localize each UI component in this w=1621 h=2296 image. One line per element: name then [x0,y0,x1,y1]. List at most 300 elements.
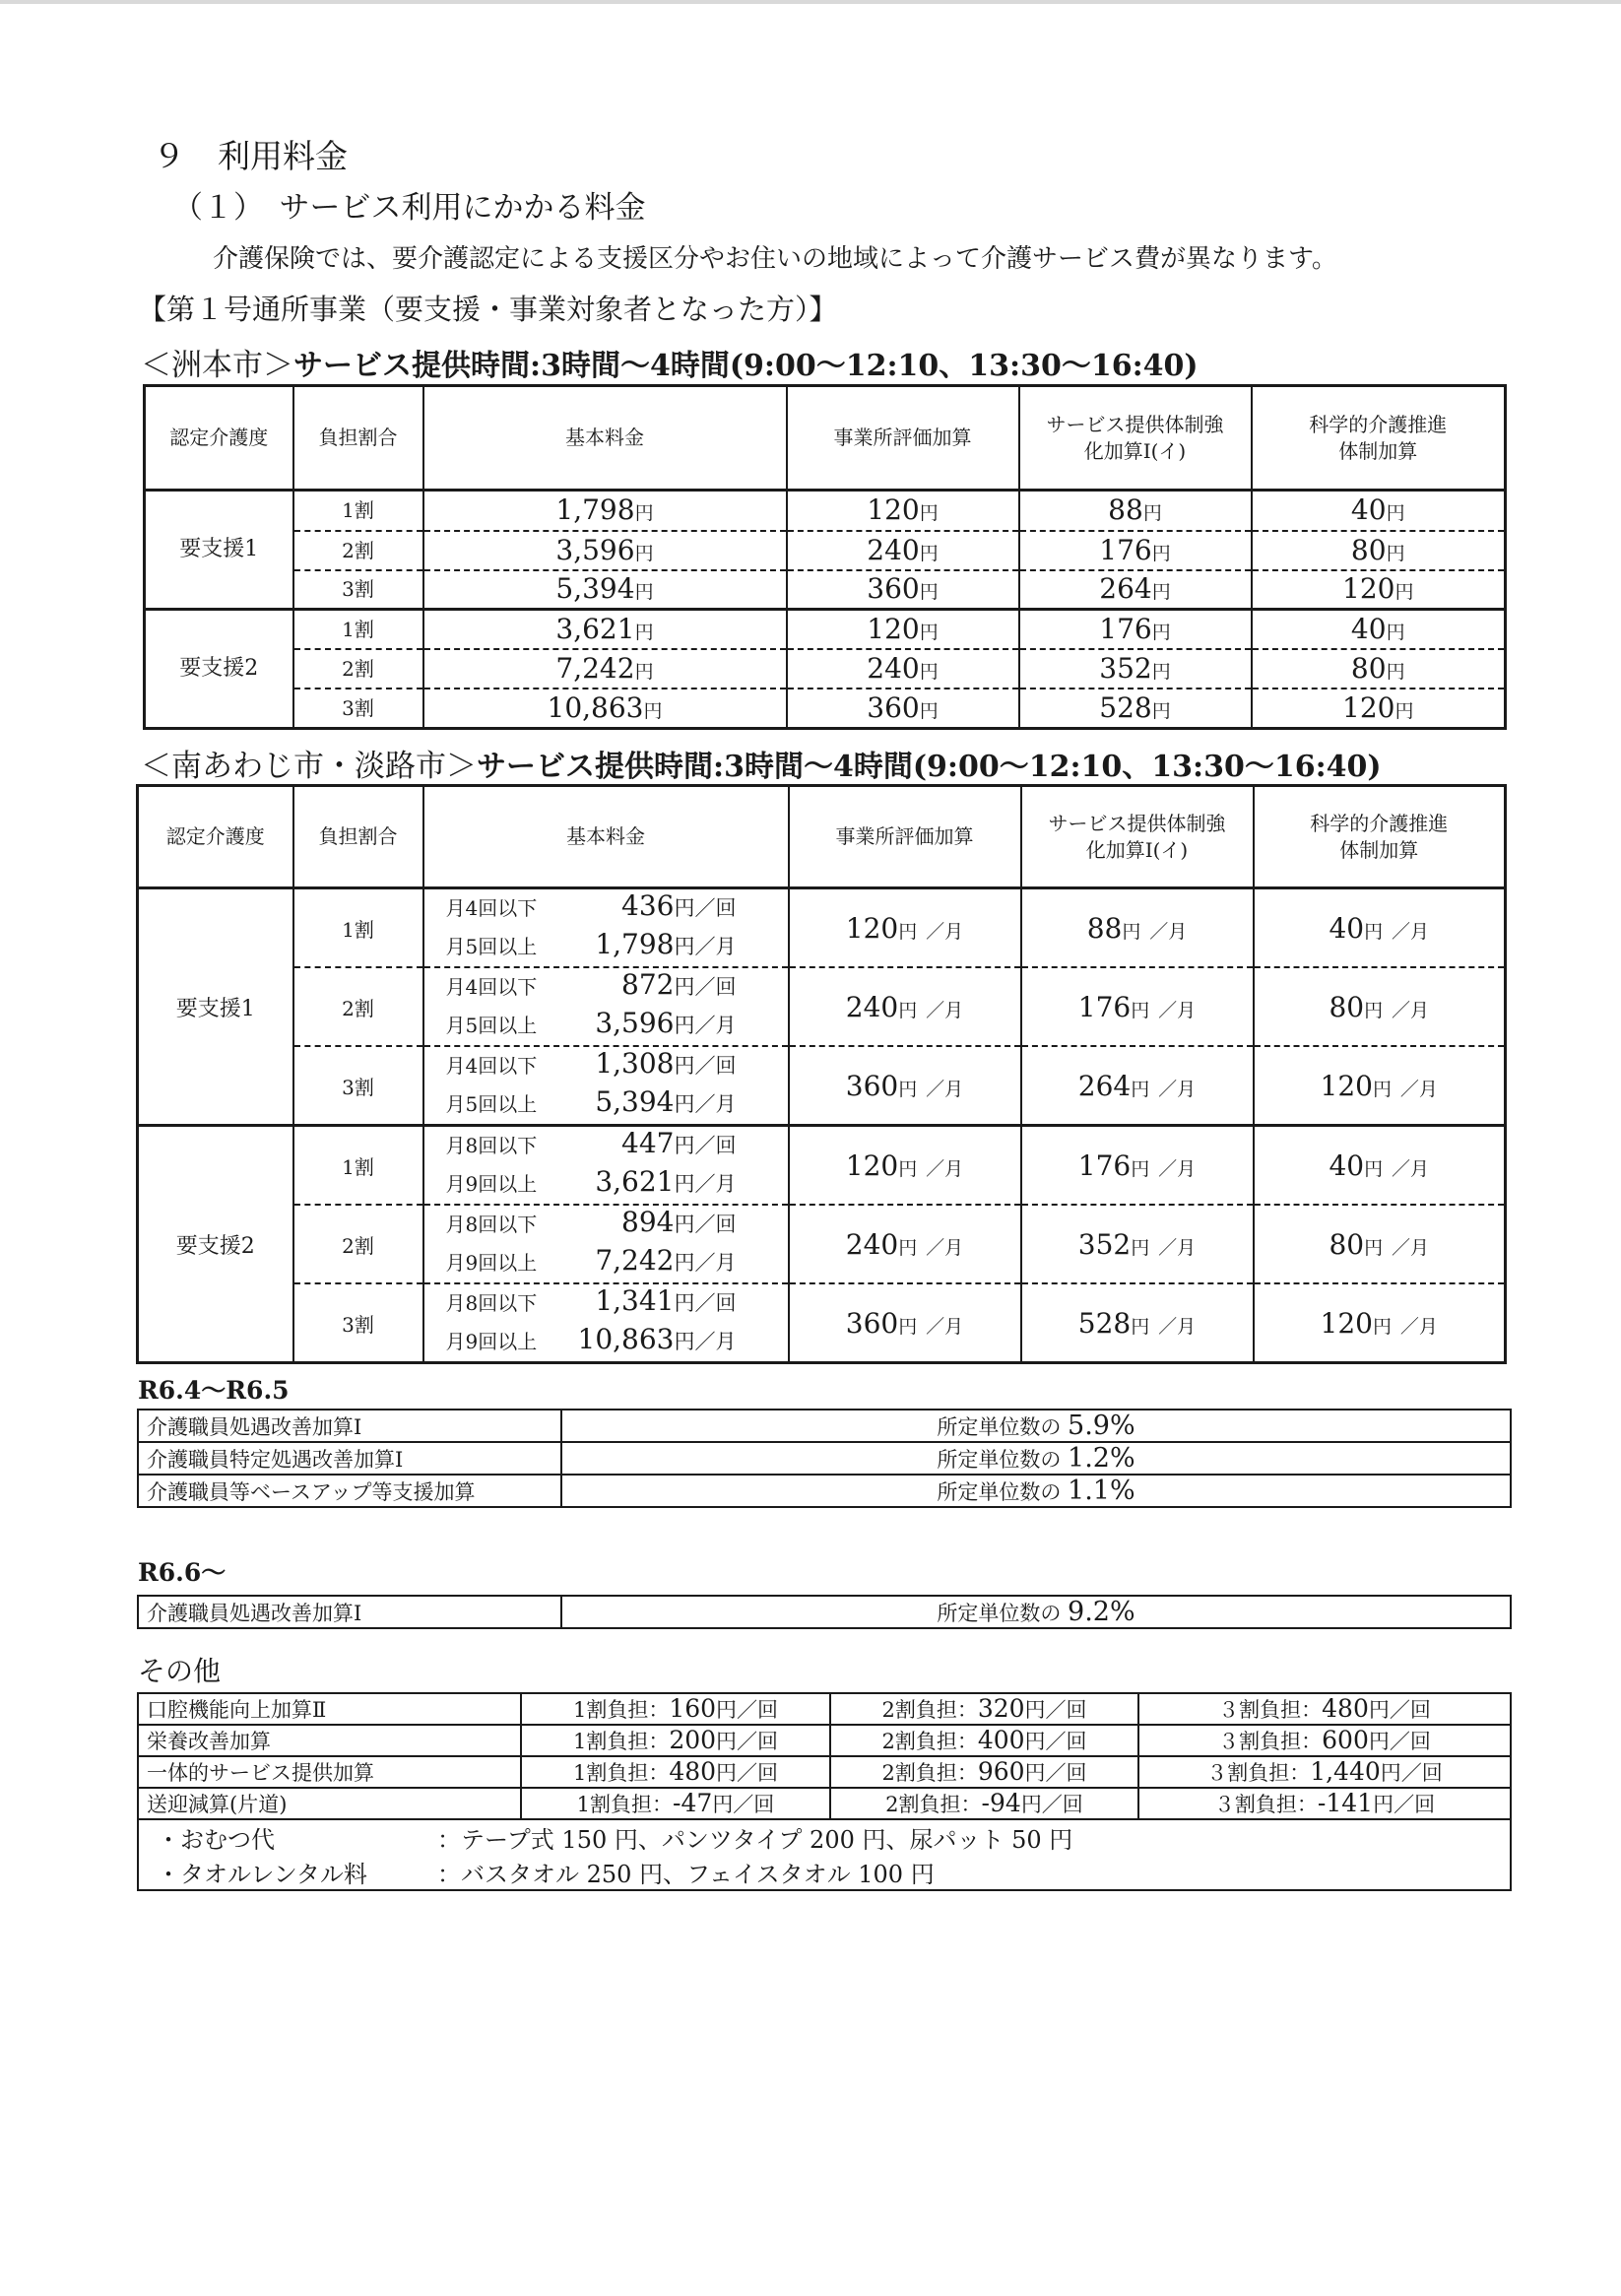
science-amount: 80 [1350,533,1387,566]
header-science [1254,786,1506,888]
unit: 円 [1386,542,1405,564]
period1-table [137,1409,1512,1508]
header-level: 認定介護度 [145,386,293,491]
per-month-unit: ／月 [926,1157,964,1180]
service-cell [1019,491,1252,531]
section-heading: ９ 利用料金 [153,137,348,175]
base-cell [423,531,787,570]
subsection-heading: （１） サービス利用にかかる料金 [172,190,646,226]
per-month-unit: ／月 [1158,1315,1197,1338]
science-cell [1252,491,1506,531]
table-row [138,1756,1511,1788]
unit: 円 [674,975,695,999]
unit: 円 [1131,1078,1150,1100]
science-amount: 40 [1350,493,1387,527]
base-line-per-month [446,1165,788,1204]
table-row [138,1046,1506,1126]
table-row [138,1442,1511,1475]
unit: 円 [898,1315,918,1338]
unit: 円 [898,999,918,1021]
table-row [145,491,1506,531]
unit: 円 [1386,660,1405,683]
unit: 円 [1151,542,1171,564]
science-amount: 120 [1342,572,1395,606]
eval-cell [789,1205,1021,1283]
table-row [145,570,1506,610]
base-line-per-month [446,1323,788,1361]
table-row [145,689,1506,729]
base-condition: 月5回以上 [445,935,538,958]
addon-prefix: 所定単位数の [937,1480,1062,1504]
ratio-cell: 2割 [293,967,423,1046]
unit: 円 [634,621,654,643]
eval-amount: 360 [867,690,920,724]
addon-percent: 9.2% [1068,1597,1135,1627]
addon-value [561,1596,1511,1628]
unit: 円 [1373,1315,1393,1338]
other-cost-3: ３割負担：-141円／回 [1138,1788,1511,1819]
other-cost-1: 1割負担：-47円／回 [521,1788,830,1819]
ratio-cell: 2割 [293,1205,423,1283]
science-cell [1252,570,1506,610]
base-amount: 10,863 [577,1323,675,1355]
service-cell [1019,531,1252,570]
science-cell [1252,531,1506,570]
base-line-per-visit [446,1127,788,1165]
per-month-unit: ／月 [926,1236,964,1259]
eval-cell [789,888,1021,968]
base-condition: 月9回以上 [445,1251,538,1275]
base-cell [423,1283,789,1363]
per-month-unit: ／月 [926,1315,964,1338]
per-month-unit: ／月 [694,935,737,958]
base-amount: 3,596 [555,533,635,566]
base-cell [423,689,787,729]
per-visit-unit: ／回 [694,896,737,920]
service-cell [1021,888,1254,968]
base-cell [423,610,787,649]
area1-title [141,340,1199,384]
base-amount: 3,621 [555,612,635,645]
per-month-unit: ／月 [1158,1078,1197,1100]
eval-cell [789,1283,1021,1363]
unit: 円 [898,1157,918,1180]
unit: 円 [1142,502,1162,525]
unit: 円 [674,935,695,958]
ratio-cell: 1割 [293,888,423,968]
service-amount: 176 [1077,990,1132,1023]
unit: 円 [674,1014,695,1037]
addon-prefix: 所定単位数の [937,1415,1062,1439]
unit: 円 [674,1291,695,1315]
table-row [145,610,1506,649]
table-header-row [145,386,1506,491]
table-row [138,1410,1511,1442]
eval-cell [789,1046,1021,1126]
unit: 円 [1131,1157,1150,1180]
header-service-line1: サービス提供体制強 [1048,811,1226,835]
ratio-cell: 1割 [293,491,423,531]
base-condition: 月9回以上 [445,1330,538,1353]
addon-percent: 5.9% [1068,1410,1135,1441]
base-line-per-visit [446,1284,788,1323]
per-month-unit: ／月 [694,1251,737,1275]
unit: 円 [1131,999,1150,1021]
header-eval: 事業所評価加算 [789,786,1021,888]
per-month-unit: ／月 [1392,1157,1430,1180]
eval-amount: 240 [867,651,920,685]
service-cell [1019,610,1252,649]
level-cell: 要支援2 [145,610,293,729]
unit: 円 [1151,581,1171,604]
header-science-line1: 科学的介護推進 [1309,412,1448,436]
table-row [145,649,1506,689]
base-amount: 7,242 [555,651,635,685]
other-cost-1: 1割負担：160円／回 [521,1693,830,1725]
per-visit-unit: ／回 [694,975,737,999]
per-month-unit: ／月 [694,1330,737,1353]
header-service-line2: 化加算Ⅰ(イ) [1085,837,1189,862]
base-line-per-month [446,1085,788,1124]
per-visit-unit: ／回 [694,1054,737,1078]
base-line-per-visit [446,1206,788,1244]
unit: 円 [898,1078,918,1100]
other-cost-3: ３割負担：480円／回 [1138,1693,1511,1725]
other-cost-2: 2割負担：400円／回 [830,1725,1138,1756]
service-amount: 176 [1077,1148,1132,1182]
header-science [1252,386,1506,491]
minamiawaji-fee-table [136,784,1507,1364]
per-month-unit: ／月 [1158,1236,1197,1259]
note-row [138,1855,1511,1890]
header-base: 基本料金 [423,386,787,491]
period2-title: R6.6～ [138,1558,227,1587]
service-amount: 88 [1086,911,1123,945]
eval-cell [787,610,1019,649]
science-cell [1254,1283,1506,1363]
unit: 円 [1373,1078,1393,1100]
eval-cell [787,689,1019,729]
base-amount: 3,621 [595,1165,675,1198]
eval-cell [787,531,1019,570]
table-row [138,1693,1511,1725]
base-condition: 月9回以上 [445,1172,538,1196]
unit: 円 [919,542,939,564]
service-cell [1021,1046,1254,1126]
unit: 円 [1151,660,1171,683]
eval-cell [789,1126,1021,1206]
other-cost-3: ３割負担：1,440円／回 [1138,1756,1511,1788]
header-ratio: 負担割合 [293,786,423,888]
service-cell [1021,1283,1254,1363]
addon-percent: 1.2% [1068,1443,1135,1474]
other-table [137,1692,1512,1891]
table-row [138,1788,1511,1819]
per-month-unit: ／月 [926,999,964,1021]
unit: 円 [1364,1157,1384,1180]
science-cell [1252,649,1506,689]
other-cost-1: 1割負担：200円／回 [521,1725,830,1756]
service-amount: 528 [1077,1306,1132,1340]
service-cell [1019,570,1252,610]
science-amount: 120 [1342,690,1395,724]
unit: 円 [1364,920,1384,943]
table-row [138,1126,1506,1206]
unit: 円 [1122,920,1141,943]
science-cell [1254,1046,1506,1126]
addon-prefix: 所定単位数の [937,1602,1062,1625]
header-science-line1: 科学的介護推進 [1310,811,1449,835]
science-cell [1254,1126,1506,1206]
eval-amount: 120 [867,612,920,645]
table-row [138,888,1506,968]
addon-name: 介護職員特定処遇改善加算Ⅰ [138,1442,561,1475]
service-cell [1021,967,1254,1046]
unit: 円 [1394,581,1414,604]
per-month-unit: ／月 [1392,999,1430,1021]
base-line-per-visit [446,889,788,928]
service-amount: 528 [1099,690,1152,724]
addon-name: 介護職員等ベースアップ等支援加算 [138,1475,561,1507]
per-month-unit: ／月 [926,1078,964,1100]
other-cost-2: 2割負担：-94円／回 [830,1788,1138,1819]
per-month-unit: ／月 [1399,1315,1438,1338]
base-amount: 1,308 [595,1047,675,1080]
service-cell [1019,649,1252,689]
period2-table [137,1595,1512,1629]
base-cell [423,1046,789,1126]
ratio-cell: 3割 [293,1046,423,1126]
unit: 円 [674,1054,695,1078]
unit: 円 [1364,999,1384,1021]
unit: 円 [674,1134,695,1157]
unit: 円 [674,1330,695,1353]
base-line-per-visit [446,968,788,1007]
service-cell [1019,689,1252,729]
ratio-cell: 1割 [293,610,423,649]
unit: 円 [1364,1236,1384,1259]
base-cell [423,888,789,968]
base-condition: 月4回以下 [445,1054,538,1078]
other-item-name: 口腔機能向上加算Ⅱ [138,1693,521,1725]
eval-amount: 240 [845,1227,899,1261]
base-amount: 5,394 [555,572,635,606]
service-amount: 264 [1099,572,1152,606]
base-condition: 月4回以下 [445,896,538,920]
eval-amount: 360 [845,1306,899,1340]
unit: 円 [674,1213,695,1236]
base-amount: 447 [621,1127,675,1159]
addon-value [561,1475,1511,1507]
note-label: ・おむつ代 [157,1826,275,1854]
per-month-unit: ／月 [926,920,964,943]
area1-hours: サービス提供時間:3時間～4時間(9:00～12:10、13:30～16:40) [293,349,1199,383]
service-amount: 176 [1099,612,1152,645]
base-line-per-month [446,1007,788,1045]
base-amount: 7,242 [595,1244,675,1277]
base-condition: 月4回以下 [445,975,538,999]
science-amount: 40 [1329,1148,1365,1182]
science-cell [1252,610,1506,649]
addon-name: 介護職員処遇改善加算Ⅰ [138,1596,561,1628]
level-cell: 要支援2 [138,1126,293,1363]
other-item-name: 栄養改善加算 [138,1725,521,1756]
unit: 円 [919,660,939,683]
table-row [138,967,1506,1046]
other-cost-3: ３割負担：600円／回 [1138,1725,1511,1756]
eval-amount: 120 [845,1148,899,1182]
header-eval: 事業所評価加算 [787,386,1019,491]
program-title: 【第１号通所事業（要支援・事業対象者となった方）】 [138,293,838,326]
unit: 円 [919,699,939,722]
unit: 円 [643,699,663,722]
ratio-cell: 2割 [293,649,423,689]
base-cell [423,570,787,610]
base-condition: 月5回以上 [445,1092,538,1116]
unit: 円 [1386,502,1405,525]
other-cost-2: 2割負担：320円／回 [830,1693,1138,1725]
unit: 円 [919,502,939,525]
per-visit-unit: ／回 [694,1213,737,1236]
unit: 円 [634,660,654,683]
unit: 円 [1151,621,1171,643]
level-cell: 要支援1 [145,491,293,610]
header-ratio: 負担割合 [293,386,423,491]
unit: 円 [1131,1236,1150,1259]
base-cell [423,1126,789,1206]
other-item-name: 送迎減算(片道) [138,1788,521,1819]
note-text: ：テープ式 150 円、パンツタイプ 200 円、尿パット 50 円 [437,1826,1073,1854]
science-cell [1254,1205,1506,1283]
ratio-cell: 2割 [293,531,423,570]
eval-cell [787,570,1019,610]
science-cell [1254,888,1506,968]
area2-hours: サービス提供時間:3時間～4時間(9:00～12:10、13:30～16:40) [477,750,1382,784]
base-amount: 1,341 [595,1284,675,1317]
per-month-unit: ／月 [694,1172,737,1196]
table-row [145,531,1506,570]
unit: 円 [1394,699,1414,722]
base-cell [423,649,787,689]
area1-prefix: ＜洲本市＞ [141,348,293,383]
ratio-cell: 3割 [293,570,423,610]
unit: 円 [919,621,939,643]
eval-amount: 360 [867,572,920,606]
per-visit-unit: ／回 [694,1134,737,1157]
table-row [138,1205,1506,1283]
base-amount: 3,596 [595,1007,675,1039]
per-visit-unit: ／回 [694,1291,737,1315]
base-amount: 1,798 [595,928,675,960]
science-cell [1254,967,1506,1046]
base-amount: 10,863 [547,690,644,724]
addon-value [561,1410,1511,1442]
area2-title [141,741,1382,785]
header-science-line2: 体制加算 [1339,837,1419,862]
service-amount: 352 [1099,651,1152,685]
base-amount: 872 [621,968,675,1001]
per-month-unit: ／月 [1158,999,1197,1021]
eval-amount: 240 [845,990,899,1023]
table-row [138,1725,1511,1756]
per-month-unit: ／月 [694,1092,737,1116]
eval-amount: 120 [867,493,920,527]
header-service-line2: 化加算Ⅰ(イ) [1083,438,1187,463]
base-amount: 1,798 [555,493,635,527]
eval-amount: 360 [845,1069,899,1102]
unit: 円 [634,542,654,564]
eval-cell [787,491,1019,531]
unit: 円 [634,502,654,525]
note-diapers [138,1819,1511,1855]
per-month-unit: ／月 [1392,1236,1430,1259]
per-month-unit: ／月 [1158,1157,1197,1180]
base-cell [423,967,789,1046]
base-amount: 5,394 [595,1085,675,1118]
ratio-cell: 1割 [293,1126,423,1206]
base-condition: 月8回以下 [445,1213,538,1236]
other-cost-2: 2割負担：960円／回 [830,1756,1138,1788]
science-amount: 40 [1329,911,1365,945]
intro-text: 介護保険では、要介護認定による支援区分やお住いの地域によって介護サービス費が異なります。 [213,244,1337,274]
period1-title: R6.4～R6.5 [138,1376,290,1405]
per-month-unit: ／月 [1392,920,1430,943]
service-amount: 176 [1099,533,1152,566]
base-line-per-visit [446,1047,788,1085]
base-cell [423,491,787,531]
science-amount: 80 [1329,990,1365,1023]
header-service [1019,386,1252,491]
table-row [138,1475,1511,1507]
addon-value [561,1442,1511,1475]
per-month-unit: ／月 [1399,1078,1438,1100]
area2-prefix: ＜南あわじ市・淡路市＞ [141,749,477,784]
header-service [1021,786,1254,888]
service-cell [1021,1205,1254,1283]
base-amount: 894 [621,1206,675,1238]
note-row [138,1819,1511,1855]
science-cell [1252,689,1506,729]
eval-cell [787,649,1019,689]
base-amount: 436 [621,889,675,922]
unit: 円 [674,1251,695,1275]
base-line-per-month [446,1244,788,1282]
header-level: 認定介護度 [138,786,293,888]
service-amount: 88 [1108,493,1143,527]
service-cell [1021,1126,1254,1206]
other-cost-1: 1割負担：480円／回 [521,1756,830,1788]
header-service-line1: サービス提供体制強 [1046,412,1224,436]
page-top-rule [0,0,1621,4]
eval-amount: 120 [845,911,899,945]
ratio-cell: 3割 [293,689,423,729]
base-condition: 月8回以下 [445,1134,538,1157]
unit: 円 [634,581,654,604]
unit: 円 [674,1092,695,1116]
unit: 円 [898,920,918,943]
table-header-row [138,786,1506,888]
addon-name: 介護職員処遇改善加算Ⅰ [138,1410,561,1442]
science-amount: 120 [1320,1069,1373,1102]
per-month-unit: ／月 [694,1014,737,1037]
sumoto-fee-table [143,384,1507,730]
base-line-per-month [446,928,788,966]
base-cell [423,1205,789,1283]
service-amount: 352 [1077,1227,1132,1261]
note-label: ・タオルレンタル料 [157,1861,367,1888]
header-base: 基本料金 [423,786,789,888]
note-text: ：バスタオル 250 円、フェイスタオル 100 円 [437,1861,935,1888]
